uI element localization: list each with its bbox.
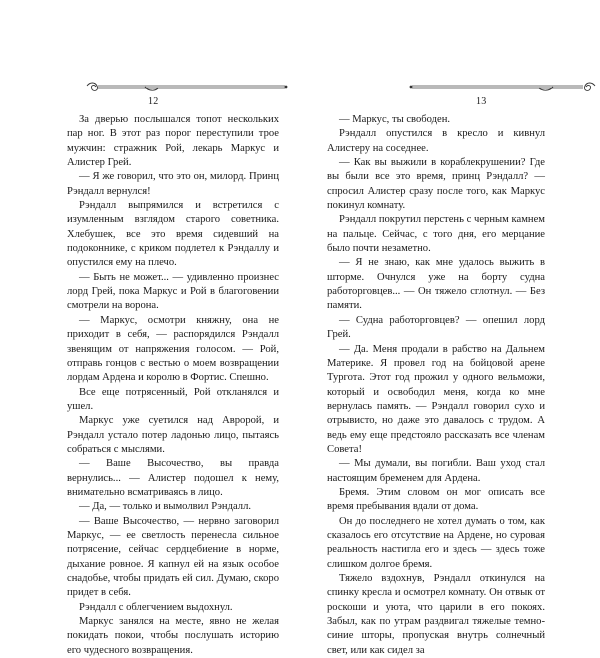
paragraph: За дверью послышался топот нескольких пар ног. В этот раз порог переступили трое мужчин: стражник Рой, лекарь Маркус и Алистер Грей.	[67, 114, 279, 169]
paragraph: — Ваше Высочество, вы правда вернулись... — Алистер подошел к нему, внимательно всматриваясь в лицо.	[67, 458, 279, 498]
body-text	[67, 113, 279, 658]
paragraph: — Ваше Высочество, — нервно заговорил Маркус, — ее светлость перенесла сильное потрясение, сейчас сердцебиение в норме, дыхание ровное. Я капнул ей на язык особое снадобье, чтобы придать ей сил. Думаю, скоро придет в себя.	[67, 515, 279, 599]
paragraph: Он до последнего не хотел думать о том, как сказалось его отсутствие на Ардене, но суровая реальность настигла его и здесь — здесь тоже слишком долгое бремя.	[327, 515, 545, 570]
paragraph: Маркус уже суетился над Авророй, и Рэндалл устало потер ладонью лицо, пытаясь собраться с мыслями.	[67, 415, 279, 455]
paragraph: — Да. Меня продали в рабство на Дальнем Материке. Я провел год на бойцовой арене Тургота. Этот год прожил у одного вельможи, который и освободил меня, когда ко мне вернулась память. — Рэндалл говорил сухо и отрывисто, но даже это давалось с трудом. А ведь ему еще предстояло рассказать все членам Совета!	[327, 343, 545, 455]
paragraph: Маркус занялся на месте, явно не желая покидать покои, чтобы послушать историю его чудесного возвращения.	[67, 616, 279, 656]
right-page	[300, 0, 600, 656]
header-ornament-icon	[407, 78, 597, 100]
paragraph: Рэндалл покрутил перстень с черным камнем на пальце. Сейчас, с того дня, его мерцание было почти незаметно.	[327, 214, 545, 255]
header-ornament-icon	[85, 78, 290, 100]
paragraph: — Судна работорговцев? — опешил лорд Грей.	[327, 314, 545, 341]
paragraph: — Мы думали, вы погибли. Ваш уход стал настоящим бременем для Ардена.	[327, 458, 545, 484]
page-number: 12	[148, 96, 159, 107]
paragraph: Бремя. Этим словом он мог описать все время пребывания вдали от дома.	[327, 486, 545, 513]
body-text	[327, 113, 545, 658]
paragraph: Рэндалл опустился в кресло и кивнул Алистеру на соседнее.	[327, 128, 545, 154]
paragraph: — Я не знаю, как мне удалось выжить в шторме. Очнулся уже на борту судна работорговцев... — Он тяжело сглотнул. — Без памяти.	[327, 257, 545, 312]
paragraph: Рэндалл с облегчением выдохнул.	[79, 601, 233, 613]
paragraph: — Да, — только и вымолвил Рэндалл.	[79, 501, 251, 513]
paragraph: — Маркус, осмотри княжну, она не приходит в себя, — распорядился Рэндалл звенящим от напряжения голосом. — Рой, отправь гонцов с вестью о моем возвращении лордам Ардена и королю в Фортис. Спешно.	[67, 314, 279, 384]
paragraph: — Маркус, ты свободен.	[339, 114, 451, 125]
paragraph: — Быть не может... — удивленно произнес лорд Грей, пока Маркус и Рой в благоговении смотрели на ворона.	[67, 271, 279, 312]
paragraph: Все еще потрясенный, Рой откланялся и ушел.	[67, 386, 279, 412]
left-page	[0, 0, 300, 656]
paragraph: Рэндалл выпрямился и встретился с изумленным взглядом старого советника. Хлебушек, все это время сидевший на подоконнике, с криком подлетел к Рэндаллу и опустился ему на плечо.	[67, 200, 279, 269]
paragraph: — Я же говорил, что это он, милорд. Принц Рэндалл вернулся!	[67, 171, 279, 197]
paragraph: Тяжело вздохнув, Рэндалл откинулся на спинку кресла и осмотрел комнату. Он отвык от роскоши и уюта, что царили в его покоях. Забыл, как по утрам раздвигал тяжелые темно-синие шторы, пропуская внутрь солнечный свет, или как сидел за	[327, 573, 545, 656]
page-number: 13	[476, 96, 487, 107]
paragraph: — Как вы выжили в кораблекрушении? Где вы были все это время, принц Рэндалл? — спросил Алистер сразу после того, как Маркус покинул комнату.	[327, 157, 545, 212]
